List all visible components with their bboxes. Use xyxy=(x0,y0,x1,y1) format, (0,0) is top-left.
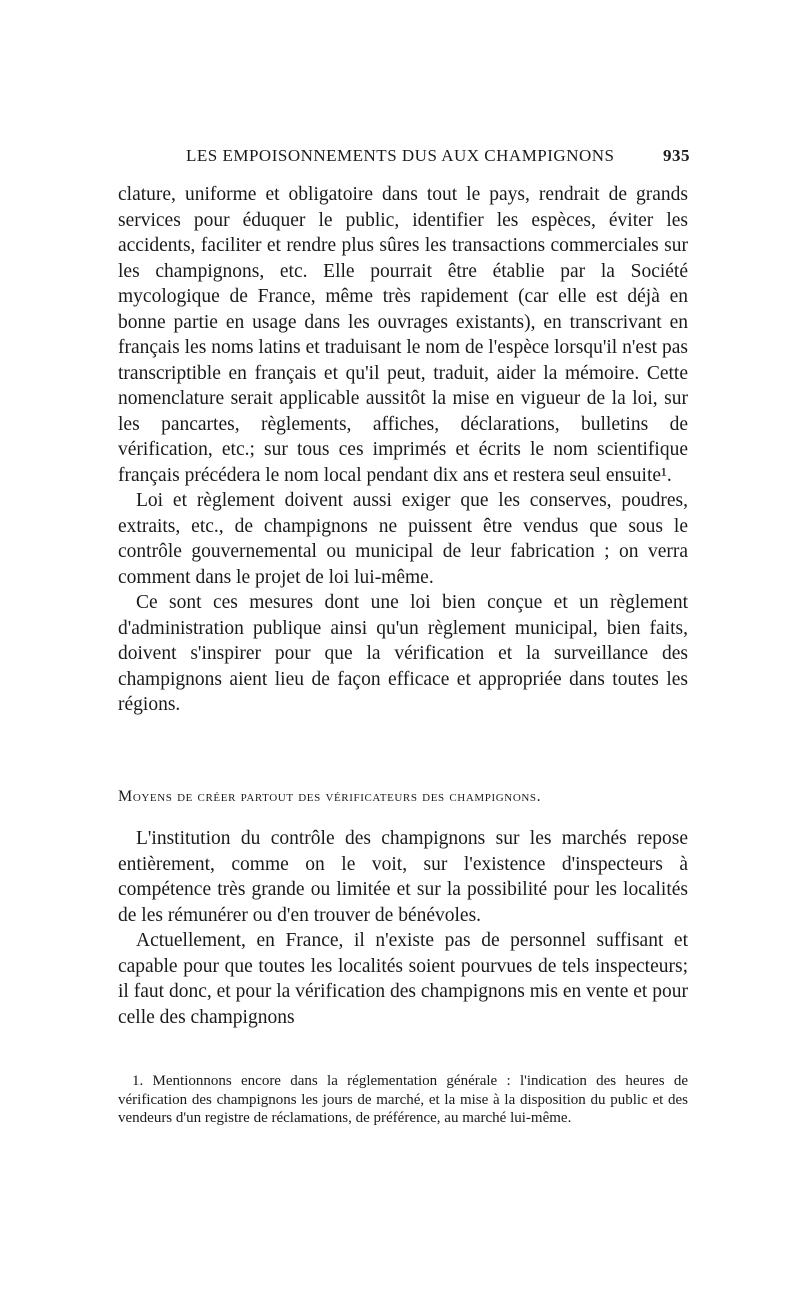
page-number: 935 xyxy=(663,146,690,165)
paragraph: Ce sont ces mesures dont une loi bien conçue et un règlement d'administration publique ainsi qu'un règlement municipal, bien faits, doivent s'inspirer pour que la vérification et la surveillance des champignons aient lieu de façon efficace et appropriée dans toutes les régions. xyxy=(118,592,688,715)
paragraph: clature, uniforme et obligatoire dans tout le pays, rendrait de grands services pour éduquer le public, identifier les espèces, éviter les accidents, faciliter et rendre plus sûres les transactions commerciales sur les champignons, etc. Elle pourrait être établie par la Société mycologique de France, même très rapidement (car elle est déjà en bonne partie en usage dans les ouvrages existants), en transcrivant en français les noms latins et traduisant le nom de l'espèce lorsqu'il n'est pas transcriptible en français et qu'il peut, traduit, aider la mémoire. Cette nomenclature serait applicable aussitôt la mise en vigueur de la loi, sur les pancartes, règlements, affiches, déclarations, bulletins de vérification, etc.; sur tous ces imprimés et écrits le nom scientifique français précédera le nom local pendant dix ans et restera seul ensuite¹. xyxy=(118,184,688,486)
footnote xyxy=(118,1072,688,1128)
paragraph: Actuellement, en France, il n'existe pas de personnel suffisant et capable pour que toutes les localités soient pourvues de tels inspecteurs; il faut donc, et pour la vérification des champignons mis en vente et pour celle des champignons xyxy=(118,930,688,1028)
body-text-top xyxy=(118,182,688,718)
section-heading xyxy=(118,788,688,806)
section-heading-text: Moyens de créer partout des vérificateurs des champignons. xyxy=(118,788,542,805)
paragraph: Loi et règlement doivent aussi exiger que les conserves, poudres, extraits, etc., de champignons ne puissent être vendus que sous le contrôle gouvernemental ou municipal de leur fabrication ; on verra comment dans le projet de loi lui-même. xyxy=(118,490,688,588)
running-header xyxy=(118,146,690,170)
paragraph: L'institution du contrôle des champignons sur les marchés repose entièrement, comme on le voit, sur l'existence d'inspecteurs à compétence très grande ou limitée et sur la possibilité pour les localités de les rémunérer ou d'en trouver de bénévoles. xyxy=(118,828,688,926)
footnote-text: 1. Mentionnons encore dans la réglementation générale : l'indication des heures de vérification des champignons les jours de marché, et la mise à la disposition du public et des vendeurs d'un registre de réclamations, de préférence, au marché lui-même. xyxy=(118,1073,688,1126)
body-text-bottom xyxy=(118,826,688,1030)
running-title: LES EMPOISONNEMENTS DUS AUX CHAMPIGNONS xyxy=(186,146,615,165)
